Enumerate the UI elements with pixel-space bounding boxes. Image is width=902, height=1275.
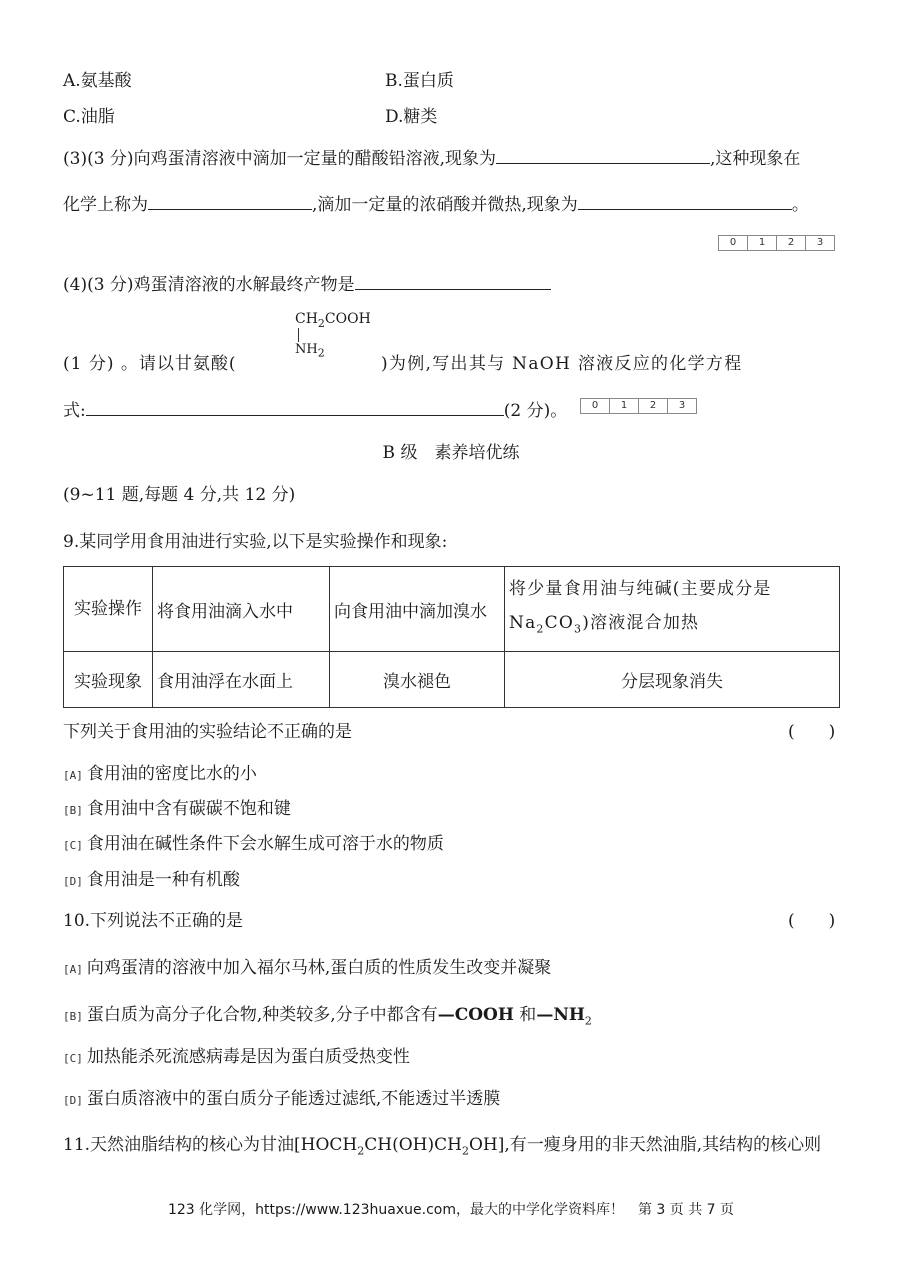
q10-option-b[interactable] <box>63 1000 592 1027</box>
answer-blank[interactable] <box>496 162 710 164</box>
score-2[interactable]: 2 <box>777 236 806 250</box>
section-title: B 级 素养培优练 <box>382 443 520 463</box>
glycine-structure-top <box>295 311 371 330</box>
q9-question: 下列关于食用油的实验结论不正确的是 <box>63 722 352 742</box>
chem-cooh: —COOH <box>437 1005 514 1025</box>
option-text: 蛋白质为高分子化合物,种类较多,分子中都含有 <box>86 1005 438 1025</box>
q8-3-end: 。 <box>791 195 809 215</box>
q8-option-c: C.油脂 <box>63 107 115 127</box>
q8-3-line1 <box>63 144 800 169</box>
q8-4-text: (4)(3 分)鸡蛋清溶液的水解最终产物是 <box>63 275 355 295</box>
table-cell: 分层现象消失 <box>505 652 840 708</box>
answer-blank[interactable] <box>86 414 504 416</box>
glycine-structure-bottom <box>295 342 325 360</box>
cell-line: 将少量食用油与纯碱(主要成分是 <box>509 578 772 599</box>
cell-text: )溶液混合加热 <box>582 612 700 633</box>
option-text: 食用油在碱性条件下会水解生成可溶于水的物质 <box>86 834 444 854</box>
option-letter: [A] <box>63 769 83 782</box>
chem-sub: 2 <box>536 622 545 636</box>
q8-4-line3-suffix: (2 分)。 <box>503 401 568 421</box>
score-1[interactable]: 1 <box>748 236 777 250</box>
table-cell: 向食用油中滴加溴水 <box>330 567 505 652</box>
answer-parenthesis[interactable]: ( ) <box>788 911 836 931</box>
option-letter: [C] <box>63 839 83 852</box>
score-2[interactable]: 2 <box>639 399 668 413</box>
cell-text: 实验操作 <box>74 599 142 619</box>
option-letter: [B] <box>63 1010 83 1023</box>
q8-4-line3 <box>63 396 567 421</box>
structure-bond-line <box>298 328 299 342</box>
option-letter: [C] <box>63 1052 83 1065</box>
q10-option-c[interactable] <box>63 1042 410 1067</box>
option-text: 和 <box>513 1005 537 1025</box>
q9-option-b[interactable] <box>63 794 291 819</box>
q10-option-a[interactable] <box>63 953 551 978</box>
chem-sub: 3 <box>573 622 583 636</box>
score-box[interactable] <box>580 398 697 414</box>
answer-blank[interactable] <box>355 288 551 290</box>
cell-line <box>509 606 835 646</box>
q8-3-line2-b: ,滴加一定量的浓硝酸并微热,现象为 <box>312 195 578 215</box>
section-subtitle: (9~11 题,每题 4 分,共 12 分) <box>63 485 296 505</box>
chem-nh: —NH <box>536 1005 585 1025</box>
option-text: 蛋白质溶液中的蛋白质分子能透过滤纸,不能透过半透膜 <box>86 1089 501 1109</box>
q9-option-a[interactable] <box>63 759 257 784</box>
experiment-table <box>63 566 840 708</box>
table-cell: 将食用油滴入水中 <box>153 567 330 652</box>
struct-sub: 2 <box>317 316 325 330</box>
option-letter: [D] <box>63 875 83 888</box>
q8-3-mid: ,这种现象在 <box>709 149 801 169</box>
q8-4-line3-prefix: 式: <box>63 401 86 421</box>
q8-4-line2-right: )为例,写出其与 NaOH 溶液反应的化学方程 <box>381 354 743 374</box>
option-text: 向鸡蛋清的溶液中加入福尔马林,蛋白质的性质发生改变并凝聚 <box>86 958 552 978</box>
struct-sub: 2 <box>317 346 325 360</box>
q8-3-line2-a: 化学上称为 <box>63 195 148 215</box>
chem-sub: 2 <box>584 1014 592 1028</box>
option-text: 加热能杀死流感病毒是因为蛋白质受热变性 <box>86 1047 410 1067</box>
table-row-head-result: 实验现象 <box>64 652 153 708</box>
struct-ch: CH <box>295 311 318 327</box>
q11-text: 11.天然油脂结构的核心为甘油[HOCH <box>63 1135 358 1155</box>
q8-4-line1 <box>63 270 551 295</box>
option-text: 食用油是一种有机酸 <box>86 870 240 890</box>
struct-cooh: COOH <box>324 311 371 327</box>
page-footer: 123 化学网，https://www.123huaxue.com，最大的中学化学资料库！ 第 3 页 共 7 页 <box>167 1202 735 1218</box>
answer-blank[interactable] <box>578 208 792 210</box>
score-0[interactable]: 0 <box>719 236 748 250</box>
q9-stem: 9.某同学用食用油进行实验,以下是实验操作和现象: <box>63 532 448 552</box>
q8-option-b: B.蛋白质 <box>385 71 454 91</box>
q9-option-d[interactable] <box>63 865 240 890</box>
chem-co: CO <box>544 612 574 633</box>
struct-nh: NH <box>295 342 318 357</box>
answer-blank[interactable] <box>148 208 312 210</box>
table-cell: 溴水褪色 <box>330 652 505 708</box>
chem-sub: 2 <box>461 1144 469 1158</box>
q8-3-line2 <box>63 190 809 215</box>
q8-4-line2-left: (1 分) 。请以甘氨酸( <box>63 354 237 374</box>
chem-sub: 2 <box>357 1144 365 1158</box>
q11-stem <box>63 1130 821 1157</box>
answer-parenthesis[interactable]: ( ) <box>788 722 836 742</box>
q8-option-a: A.氨基酸 <box>63 71 132 91</box>
q9-option-c[interactable] <box>63 829 444 854</box>
option-letter: [D] <box>63 1094 83 1107</box>
score-3[interactable]: 3 <box>678 400 686 411</box>
q10-stem: 10.下列说法不正确的是 <box>63 911 244 931</box>
chem-na: Na <box>509 612 537 633</box>
table-row-head-operation <box>64 567 153 652</box>
q10-option-d[interactable] <box>63 1084 500 1109</box>
q11-text: CH(OH)CH <box>364 1135 462 1155</box>
score-box[interactable] <box>718 235 835 251</box>
option-text: 食用油中含有碳碳不饱和键 <box>86 799 291 819</box>
q8-3-prefix: (3)(3 分)向鸡蛋清溶液中滴加一定量的醋酸铅溶液,现象为 <box>63 149 496 169</box>
table-cell <box>505 567 840 652</box>
table-cell: 食用油浮在水面上 <box>153 652 330 708</box>
option-letter: [B] <box>63 804 83 817</box>
score-1[interactable]: 1 <box>610 399 639 413</box>
option-letter: [A] <box>63 963 83 976</box>
option-text: 食用油的密度比水的小 <box>86 764 257 784</box>
score-0[interactable]: 0 <box>581 399 610 413</box>
q8-option-d: D.糖类 <box>385 107 438 127</box>
q11-text: OH],有一瘦身用的非天然油脂,其结构的核心则 <box>468 1135 822 1155</box>
score-3[interactable]: 3 <box>816 237 824 248</box>
